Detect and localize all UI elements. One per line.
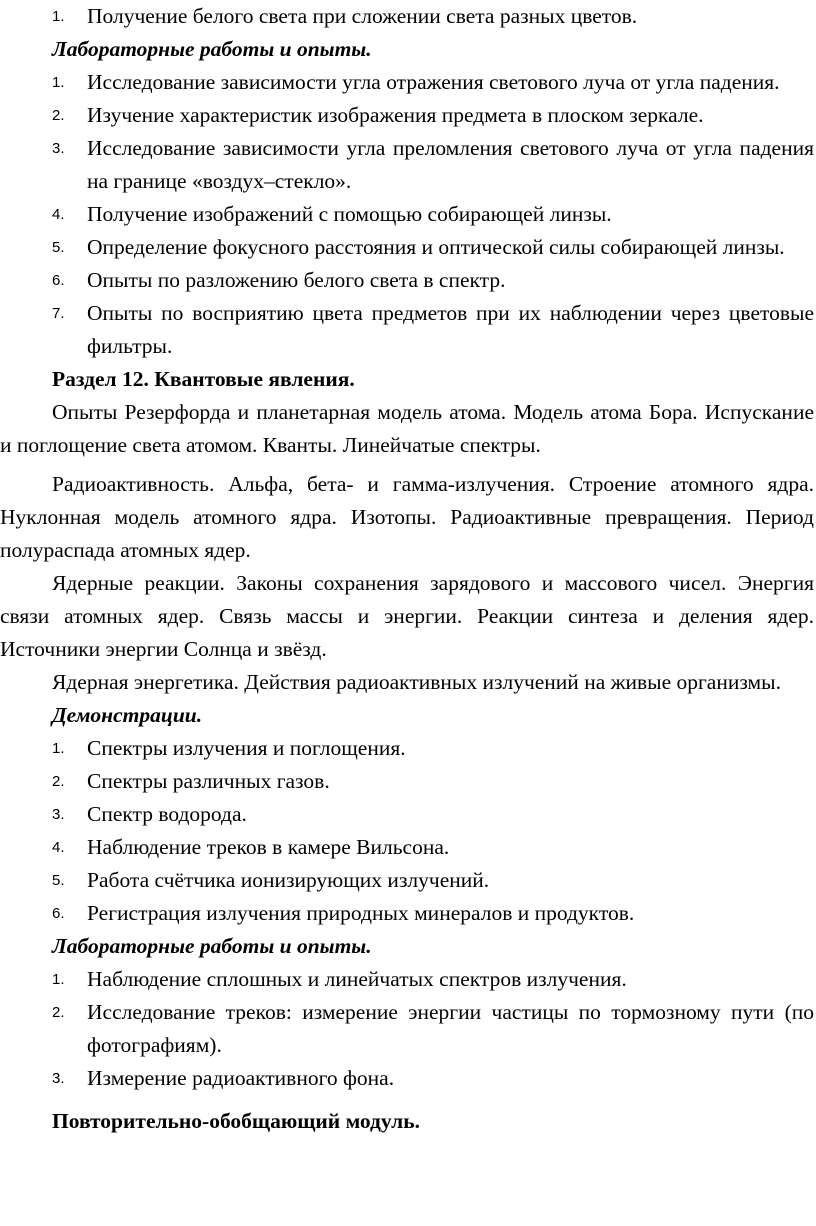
demos-heading: Демонстрации. xyxy=(52,703,203,727)
demos-list xyxy=(0,732,816,930)
section-title: Раздел 12. Квантовые явления. xyxy=(52,367,355,391)
item-text: Спектр водорода. xyxy=(87,802,247,826)
item-text: Измерение радиоактивного фона. xyxy=(87,1066,395,1090)
list-item xyxy=(0,864,816,897)
list-item xyxy=(0,831,816,864)
list-item xyxy=(0,0,816,33)
item-number: 3. xyxy=(52,806,65,823)
labs-list xyxy=(0,963,816,1095)
item-text: Опыты по восприятию цвета предметов при их наблюдении через цветовые фильтры. xyxy=(87,301,814,358)
item-number: 1. xyxy=(52,8,65,25)
item-text: Наблюдение треков в камере Вильсона. xyxy=(87,835,450,859)
list-item xyxy=(0,765,816,798)
section-paragraph: Опыты Резерфорда и планетарная модель атома. Модель атома Бора. Испускание и поглощение света атомом. Кванты. Линейчатые спектры. xyxy=(0,400,814,457)
item-number: 3. xyxy=(52,140,65,157)
labs-heading: Лабораторные работы и опыты. xyxy=(52,37,372,61)
item-number: 2. xyxy=(52,773,65,790)
section-paragraph: Радиоактивность. Альфа, бета- и гамма-излучения. Строение атомного ядра. Нуклонная модель атомного ядра. Изотопы. Радиоактивные превращения. Период полураспада атомных ядер. xyxy=(0,472,814,562)
item-text: Спектры различных газов. xyxy=(87,769,330,793)
item-number: 2. xyxy=(52,1004,65,1021)
list-item xyxy=(0,1062,816,1095)
item-number: 4. xyxy=(52,839,65,856)
item-number: 1. xyxy=(52,740,65,757)
labs-list xyxy=(0,66,816,363)
item-text: Спектры излучения и поглощения. xyxy=(87,736,406,760)
list-item xyxy=(0,198,816,231)
item-number: 3. xyxy=(52,1070,65,1087)
item-text: Исследование зависимости угла отражения светового луча от угла падения. xyxy=(87,70,780,94)
item-text: Работа счётчика ионизирующих излучений. xyxy=(87,868,490,892)
list-item xyxy=(0,66,816,99)
item-text: Исследование зависимости угла преломления светового луча от угла падения на границе «воздух–стекло». xyxy=(87,136,814,193)
item-number: 5. xyxy=(52,239,65,256)
item-text: Изучение характеристик изображения предмета в плоском зеркале. xyxy=(87,103,704,127)
item-number: 4. xyxy=(52,206,65,223)
list-item xyxy=(0,897,816,930)
list-item xyxy=(0,297,816,363)
list-item xyxy=(0,732,816,765)
item-number: 1. xyxy=(52,971,65,988)
list-item xyxy=(0,231,816,264)
item-text: Наблюдение сплошных и линейчатых спектров излучения. xyxy=(87,967,627,991)
item-number: 6. xyxy=(52,905,65,922)
item-number: 1. xyxy=(52,74,65,91)
list-item xyxy=(0,798,816,831)
item-text: Исследование треков: измерение энергии частицы по тормозному пути (по фотографиям). xyxy=(87,1000,814,1057)
item-number: 6. xyxy=(52,272,65,289)
item-text: Регистрация излучения природных минералов и продуктов. xyxy=(87,901,635,925)
labs-heading: Лабораторные работы и опыты. xyxy=(52,934,372,958)
list-item xyxy=(0,132,816,198)
section-paragraph: Ядерные реакции. Законы сохранения зарядового и массового чисел. Энергия связи атомных ядер. Связь массы и энергии. Реакции синтеза и деления ядер. Источники энергии Солнца и звёзд. xyxy=(0,571,814,661)
item-text: Определение фокусного расстояния и оптической силы собирающей линзы. xyxy=(87,235,785,259)
item-number: 5. xyxy=(52,872,65,889)
item-text: Опыты по разложению белого света в спектр. xyxy=(87,268,506,292)
list-item xyxy=(0,963,816,996)
item-number: 7. xyxy=(52,305,65,322)
item-text: Получение изображений с помощью собирающей линзы. xyxy=(87,202,612,226)
item-number: 2. xyxy=(52,107,65,124)
module-title: Повторительно-обобщающий модуль. xyxy=(52,1109,420,1133)
list-item xyxy=(0,996,816,1062)
list-item xyxy=(0,264,816,297)
section-paragraph: Ядерная энергетика. Действия радиоактивных излучений на живые организмы. xyxy=(52,670,781,694)
item-text: Получение белого света при сложении света разных цветов. xyxy=(87,4,638,28)
list-item xyxy=(0,99,816,132)
white-light-list xyxy=(0,0,816,33)
